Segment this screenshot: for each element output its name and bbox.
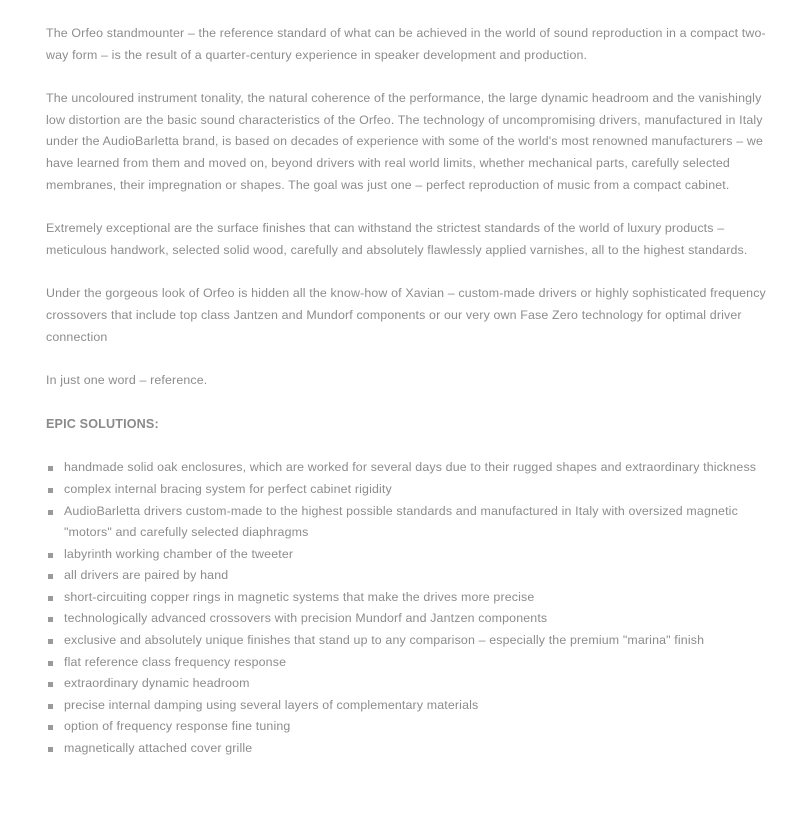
list-item-text: AudioBarletta drivers custom-made to the highest possible standards and manufactured in Italy with oversized magnetic "motors" and carefully selected diaphragms: [64, 503, 738, 540]
bullet-icon: [48, 747, 53, 752]
list-item-text: handmade solid oak enclosures, which are worked for several days due to their rugged shapes and extraordinary thickness: [64, 460, 757, 475]
list-item: [46, 587, 774, 609]
list-item-text: extraordinary dynamic headroom: [64, 676, 250, 691]
list-item-text: flat reference class frequency response: [64, 654, 287, 669]
know-how-paragraph: Under the gorgeous look of Orfeo is hidden all the know-how of Xavian – custom-made drivers or highly sophisticated frequency crossovers that include top class Jantzen and Mundorf components or our very own Fase Zero technology for optimal driver connection: [46, 286, 766, 344]
list-item: [46, 544, 774, 566]
list-item: [46, 608, 774, 630]
list-item: [46, 565, 774, 587]
surface-finishes-paragraph: Extremely exceptional are the surface finishes that can withstand the strictest standards of the world of luxury products – meticulous handwork, selected solid wood, carefully and absolutely flawlessly applied varnishes, all to the highest standards.: [46, 221, 748, 257]
list-item: [46, 501, 774, 544]
intro-paragraph: The Orfeo standmounter – the reference standard of what can be achieved in the world of sound reproduction in a compact two-way form – is the result of a quarter-century experience in speaker development and production.: [46, 26, 766, 62]
bullet-icon: [48, 596, 53, 601]
list-item: [46, 695, 774, 717]
sound-characteristics-paragraph: The uncoloured instrument tonality, the natural coherence of the performance, the large dynamic headroom and the vanishingly low distortion are the basic sound characteristics of the Orfeo. The technology of uncompromising drivers, manufactured in Italy under the AudioBarletta brand, is based on decades of experience with some of the world's most renowned manufacturers – we have learned from them and moved on, beyond drivers with real world limits, whether mechanical parts, carefully selected membranes, their impregnation or shapes. The goal was just one – perfect reproduction of music from a compact cabinet.: [46, 91, 764, 192]
bullet-icon: [48, 639, 53, 644]
section-heading: EPIC SOLUTIONS:: [46, 416, 159, 431]
bullet-icon: [48, 661, 53, 666]
bullet-icon: [48, 510, 53, 515]
list-item: [46, 479, 774, 501]
list-item-text: precise internal damping using several layers of complementary materials: [64, 697, 479, 712]
list-item-text: all drivers are paired by hand: [64, 568, 229, 583]
features-list: [46, 457, 774, 759]
list-item-text: labyrinth working chamber of the tweeter: [64, 546, 294, 561]
list-item-text: option of frequency response fine tuning: [64, 719, 291, 734]
bullet-icon: [48, 574, 53, 579]
list-item: [46, 673, 774, 695]
list-item-text: short-circuiting copper rings in magnetic systems that make the drives more precise: [64, 589, 535, 604]
list-item-text: technologically advanced crossovers with precision Mundorf and Jantzen components: [64, 611, 548, 626]
list-item: [46, 738, 774, 760]
article-body: [46, 23, 774, 760]
list-item: [46, 716, 774, 738]
bullet-icon: [48, 553, 53, 558]
list-item-text: magnetically attached cover grille: [64, 741, 253, 756]
bullet-icon: [48, 488, 53, 493]
bullet-icon: [48, 725, 53, 730]
bullet-icon: [48, 617, 53, 622]
bullet-icon: [48, 682, 53, 687]
list-item-text: complex internal bracing system for perfect cabinet rigidity: [64, 481, 392, 496]
summary-paragraph: In just one word – reference.: [46, 373, 208, 388]
list-item: [46, 630, 774, 652]
bullet-icon: [48, 704, 53, 709]
list-item: [46, 457, 774, 479]
bullet-icon: [48, 466, 53, 471]
list-item: [46, 652, 774, 674]
list-item-text: exclusive and absolutely unique finishes that stand up to any comparison – especially the premium "marina" finish: [64, 633, 705, 648]
